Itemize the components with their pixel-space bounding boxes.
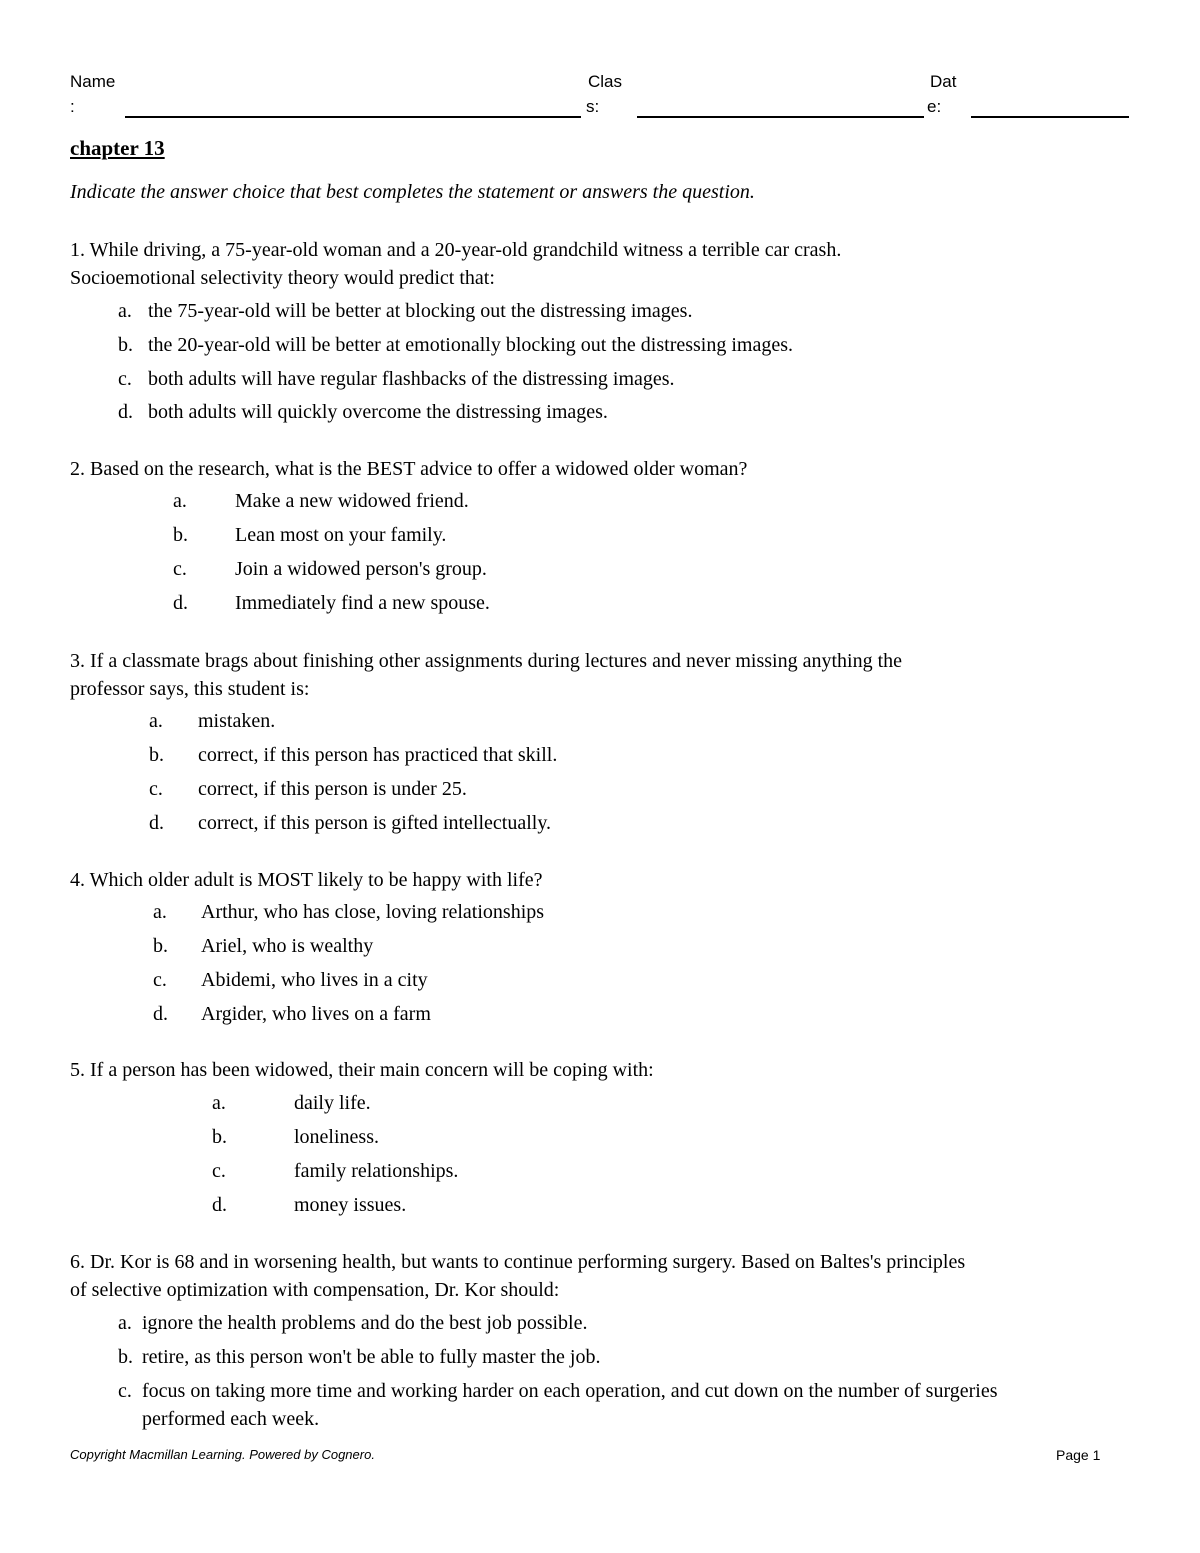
date-label-top: Dat — [930, 72, 957, 91]
option-text: Make a new widowed friend. — [235, 490, 469, 512]
option-text: Abidemi, who lives in a city — [201, 969, 428, 991]
option-text: Argider, who lives on a farm — [201, 1003, 431, 1025]
question-stem: of selective optimization with compensation, Dr. Kor should: — [70, 1279, 560, 1301]
option-text: the 20-year-old will be better at emotionally blocking out the distressing images. — [148, 334, 793, 356]
option-letter: b. — [173, 524, 188, 546]
option-text: mistaken. — [198, 710, 276, 732]
option-letter: c. — [118, 1380, 132, 1402]
question-stem: 4. Which older adult is MOST likely to be happy with life? — [70, 869, 543, 891]
option-letter: c. — [212, 1160, 226, 1182]
option-text: correct, if this person is gifted intellectually. — [198, 812, 552, 834]
class-label-top: Clas — [588, 72, 623, 91]
option-text: daily life. — [294, 1092, 371, 1114]
question-stem: 2. Based on the research, what is the BEST advice to offer a widowed older woman? — [70, 458, 748, 480]
option-letter: c. — [149, 778, 163, 800]
question-stem: 1. While driving, a 75-year-old woman and a 20-year-old grandchild witness a terrible car crash. — [70, 239, 842, 261]
question-stem: professor says, this student is: — [70, 678, 310, 700]
option-letter: b. — [212, 1126, 227, 1148]
option-letter: a. — [173, 490, 187, 512]
option-letter: b. — [118, 334, 133, 356]
name-label-bottom: : — [70, 97, 75, 116]
page-number: Page 1 — [1056, 1447, 1101, 1463]
option-text: both adults will quickly overcome the distressing images. — [148, 401, 608, 423]
copyright-footer: Copyright Macmillan Learning. Powered by Cognero. — [70, 1447, 375, 1462]
option-letter: d. — [153, 1003, 168, 1025]
question-stem: 5. If a person has been widowed, their main concern will be coping with: — [70, 1059, 654, 1081]
option-letter: c. — [118, 368, 132, 390]
class-input-line[interactable] — [637, 116, 924, 118]
option-letter: a. — [118, 300, 132, 322]
option-text: the 75-year-old will be better at blocking out the distressing images. — [148, 300, 693, 322]
option-letter: c. — [173, 558, 187, 580]
name-label-top: Name — [70, 72, 116, 91]
option-letter: b. — [118, 1346, 133, 1368]
option-text: correct, if this person is under 25. — [198, 778, 467, 800]
option-letter: d. — [173, 592, 188, 614]
date-input-line[interactable] — [971, 116, 1129, 118]
option-text: ignore the health problems and do the best job possible. — [142, 1312, 588, 1334]
option-letter: d. — [118, 401, 133, 423]
option-letter: d. — [149, 812, 164, 834]
option-text: both adults will have regular flashbacks of the distressing images. — [148, 368, 675, 390]
name-input-line[interactable] — [125, 116, 581, 118]
option-text: Arthur, who has close, loving relationships — [201, 901, 545, 923]
chapter-title: chapter 13 — [70, 136, 165, 160]
question-stem: 3. If a classmate brags about finishing other assignments during lectures and never missing anything the — [70, 650, 903, 672]
option-text: focus on taking more time and working harder on each operation, and cut down on the number of surgeries performed each week. — [142, 1380, 998, 1430]
option-letter: c. — [153, 969, 167, 991]
option-letter: a. — [212, 1092, 226, 1114]
option-letter: d. — [212, 1194, 227, 1216]
option-text: money issues. — [294, 1194, 407, 1216]
option-letter: a. — [118, 1312, 132, 1334]
instructions: Indicate the answer choice that best completes the statement or answers the question. — [70, 181, 755, 203]
option-text: Immediately find a new spouse. — [235, 592, 490, 614]
option-text: correct, if this person has practiced that skill. — [198, 744, 558, 766]
question-stem: Socioemotional selectivity theory would predict that: — [70, 267, 495, 289]
option-text: Join a widowed person's group. — [235, 558, 487, 580]
option-text: Ariel, who is wealthy — [201, 935, 374, 957]
option-letter: a. — [153, 901, 167, 923]
option-letter: a. — [149, 710, 163, 732]
option-letter: b. — [149, 744, 164, 766]
option-text: Lean most on your family. — [235, 524, 447, 546]
option-text: loneliness. — [294, 1126, 379, 1148]
class-label-bottom: s: — [586, 97, 600, 116]
option-text: family relationships. — [294, 1160, 459, 1182]
option-text: retire, as this person won't be able to fully master the job. — [142, 1346, 601, 1368]
question-stem: 6. Dr. Kor is 68 and in worsening health, but wants to continue performing surgery. Based on Baltes's principles — [70, 1251, 966, 1273]
date-label-bottom: e: — [927, 97, 942, 116]
option-letter: b. — [153, 935, 168, 957]
